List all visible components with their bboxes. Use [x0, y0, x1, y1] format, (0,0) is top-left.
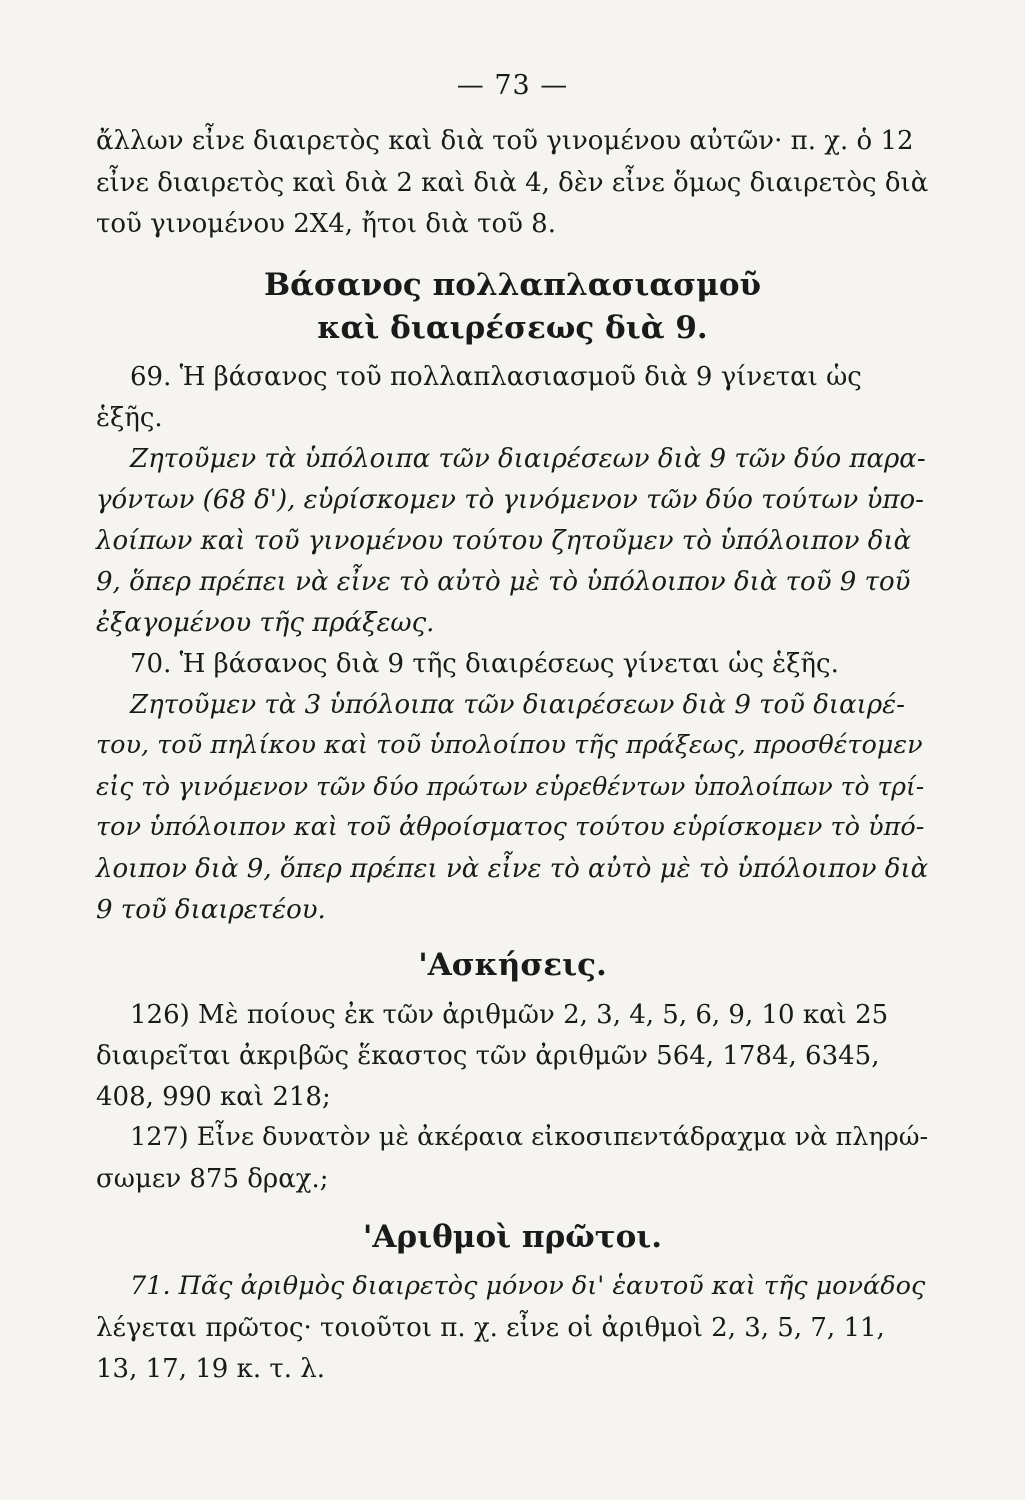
text-line: τοῦ γινομένου 2X4, ἤτοι διὰ τοῦ 8.	[96, 209, 556, 239]
text-line: 70. Ἡ βάσανος διὰ 9 τῆς διαιρέσεως γίνεται ὡς ἑξῆς.	[130, 649, 839, 679]
text-line: ἑξῆς.	[96, 403, 163, 433]
text-line: διαιρεῖται ἀκριβῶς ἕκαστος τῶν ἀριθμῶν 564, 1784, 6345,	[96, 1041, 880, 1071]
text-line: λοιπον διὰ 9, ὅπερ πρέπει νὰ εἶνε τὸ αὐτὸ μὲ τὸ ὑπόλοιπον διὰ	[96, 854, 929, 884]
text-line: 69. Ἡ βάσανος τοῦ πολλαπλασιασμοῦ διὰ 9 γίνεται ὡς	[130, 362, 862, 392]
page-number: — 73 —	[456, 70, 569, 101]
text-line: τον ὑπόλοιπον καὶ τοῦ ἀθροίσματος τούτου εὑρίσκομεν τὸ ὑπό-	[96, 812, 925, 842]
text-line: 13, 17, 19 κ. τ. λ.	[96, 1354, 326, 1384]
section-heading: Βάσανος πολλαπλασιασμοῦ	[263, 267, 762, 303]
text-line: 9 τοῦ διαιρετέου.	[96, 895, 326, 925]
text-line: λοίπων καὶ τοῦ γινομένου τούτου ζητοῦμεν τὸ ὑπόλοιπον διὰ	[96, 526, 912, 556]
text-line: Ζητοῦμεν τὰ 3 ὑπόλοιπα τῶν διαιρέσεων διὰ 9 τοῦ διαιρέ-	[130, 690, 905, 720]
text-line: 126) Μὲ ποίους ἐκ τῶν ἀριθμῶν 2, 3, 4, 5, 6, 9, 10 καὶ 25	[130, 1000, 889, 1030]
text-line: λέγεται πρῶτος· τοιοῦτοι π. χ. εἶνε οἱ ἀριθμοὶ 2, 3, 5, 7, 11,	[96, 1313, 885, 1343]
text-line: 127) Εἶνε δυνατὸν μὲ ἀκέραια εἰκοσιπεντάδραχμα νὰ πληρώ-	[130, 1122, 929, 1152]
text-line: 408, 990 καὶ 218;	[96, 1082, 331, 1112]
text-line: σωμεν 875 δραχ.;	[96, 1164, 329, 1194]
text-line: 9, ὅπερ πρέπει νὰ εἶνε τὸ αὐτὸ μὲ τὸ ὑπόλοιπον διὰ τοῦ 9 τοῦ	[96, 567, 911, 597]
text-line: εἰς τὸ γινόμενον τῶν δύο πρώτων εὑρεθέντων ὑπολοίπων τὸ τρί-	[96, 772, 925, 801]
section-heading: 'Ασκήσεις.	[418, 947, 607, 983]
text-line: ἐξαγομένου τῆς πράξεως.	[96, 608, 435, 638]
text-line: 71. Πᾶς ἀριθμὸς διαιρετὸς μόνον δι' ἑαυτοῦ καὶ τῆς μονάδος	[130, 1271, 926, 1301]
text-line: Ζητοῦμεν τὰ ὑπόλοιπα τῶν διαιρέσεων διὰ 9 τῶν δύο παρα-	[130, 444, 926, 474]
text-line: γόντων (68 δ'), εὑρίσκομεν τὸ γινόμενον τῶν δύο τούτων ὑπο-	[96, 485, 924, 515]
text-line: του, τοῦ πηλίκου καὶ τοῦ ὑπολοίπου τῆς πράξεως, προσθέτομεν	[96, 730, 923, 760]
section-heading: καὶ διαιρέσεως διὰ 9.	[317, 310, 708, 346]
text-line: εἶνε διαιρετὸς καὶ διὰ 2 καὶ διὰ 4, δὲν εἶνε ὅμως διαιρετὸς διὰ	[96, 168, 929, 198]
section-heading: 'Αριθμοὶ πρῶτοι.	[362, 1219, 663, 1255]
text-line: ἄλλων εἶνε διαιρετὸς καὶ διὰ τοῦ γινομένου αὐτῶν· π. χ. ὁ 12	[96, 126, 914, 156]
